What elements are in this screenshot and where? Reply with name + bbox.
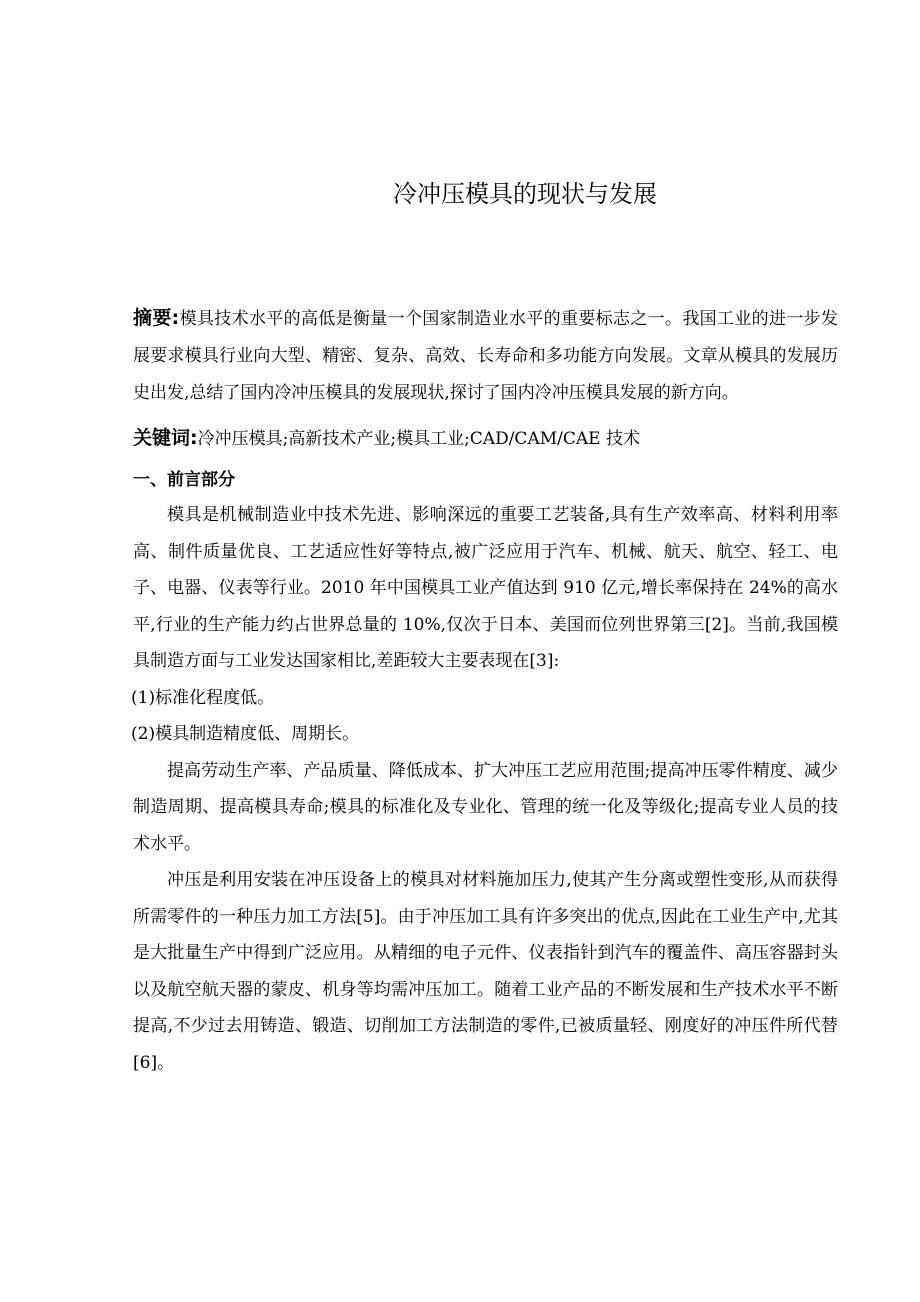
abstract-text: 模具技术水平的高低是衡量一个国家制造业水平的重要标志之一。我国工业的进一步发展要求模具行业向大型、精密、复杂、高效、长寿命和多功能方向发展。文章从模具的发展历史出发,总结了国内冷冲压模具的发展现状,探讨了国内冷冲压模具发展的新方向。: [133, 309, 839, 403]
improvement-paragraph: 提高劳动生产率、产品质量、降低成本、扩大冲压工艺应用范围;提高冲压零件精度、减少制造周期、提高模具寿命;模具的标准化及专业化、管理的统一化及等级化;提高专业人员的技术水平。: [133, 760, 838, 854]
abstract-paragraph: [133, 300, 838, 412]
document-title: 冷冲压模具的现状与发展: [393, 180, 657, 208]
intro-paragraph: 模具是机械制造业中技术先进、影响深远的重要工艺装备,具有生产效率高、材料利用率高、制件质量优良、工艺适应性好等特点,被广泛应用于汽车、机械、航天、航空、轻工、电子、电器、仪表等行业。2010 年中国模具工业产值达到 910 亿元,增长率保持在 24%的高水平,行业的生产能力约占世界总量的 10%,仅次于日本、美国而位列世界第三[2]。当前,我国模具制造方面与工业发达国家相比,差距较大主要表现在[3]:: [133, 505, 838, 671]
stamping-paragraph: 冲压是利用安装在冲压设备上的模具对材料施加压力,使其产生分离或塑性变形,从而获得所需零件的一种压力加工方法[5]。由于冲压加工具有许多突出的优点,因此在工业生产中,尤其是大批量生产中得到广泛应用。从精细的电子元件、仪表指针到汽车的覆盖件、高压容器封头以及航空航天器的蒙皮、机身等均需冲压加工。随着工业产品的不断发展和生产技术水平不断提高,不少过去用铸造、锻造、切削加工方法制造的零件,已被质量轻、刚度好的冲压件所代替[6]。: [133, 870, 838, 1073]
section-heading: 一、前言部分: [133, 470, 235, 490]
abstract-label: 摘要:: [133, 307, 180, 329]
list-item: (2)模具制造精度低、周期长。: [131, 724, 360, 744]
keywords-paragraph: [133, 420, 838, 457]
keywords-label: 关键词:: [133, 427, 198, 449]
list-item: (1)标准化程度低。: [131, 687, 275, 708]
document-body: [133, 300, 838, 1081]
keywords-text: 冷冲压模具;高新技术产业;模具工业;CAD/CAM/CAE 技术: [197, 429, 640, 449]
